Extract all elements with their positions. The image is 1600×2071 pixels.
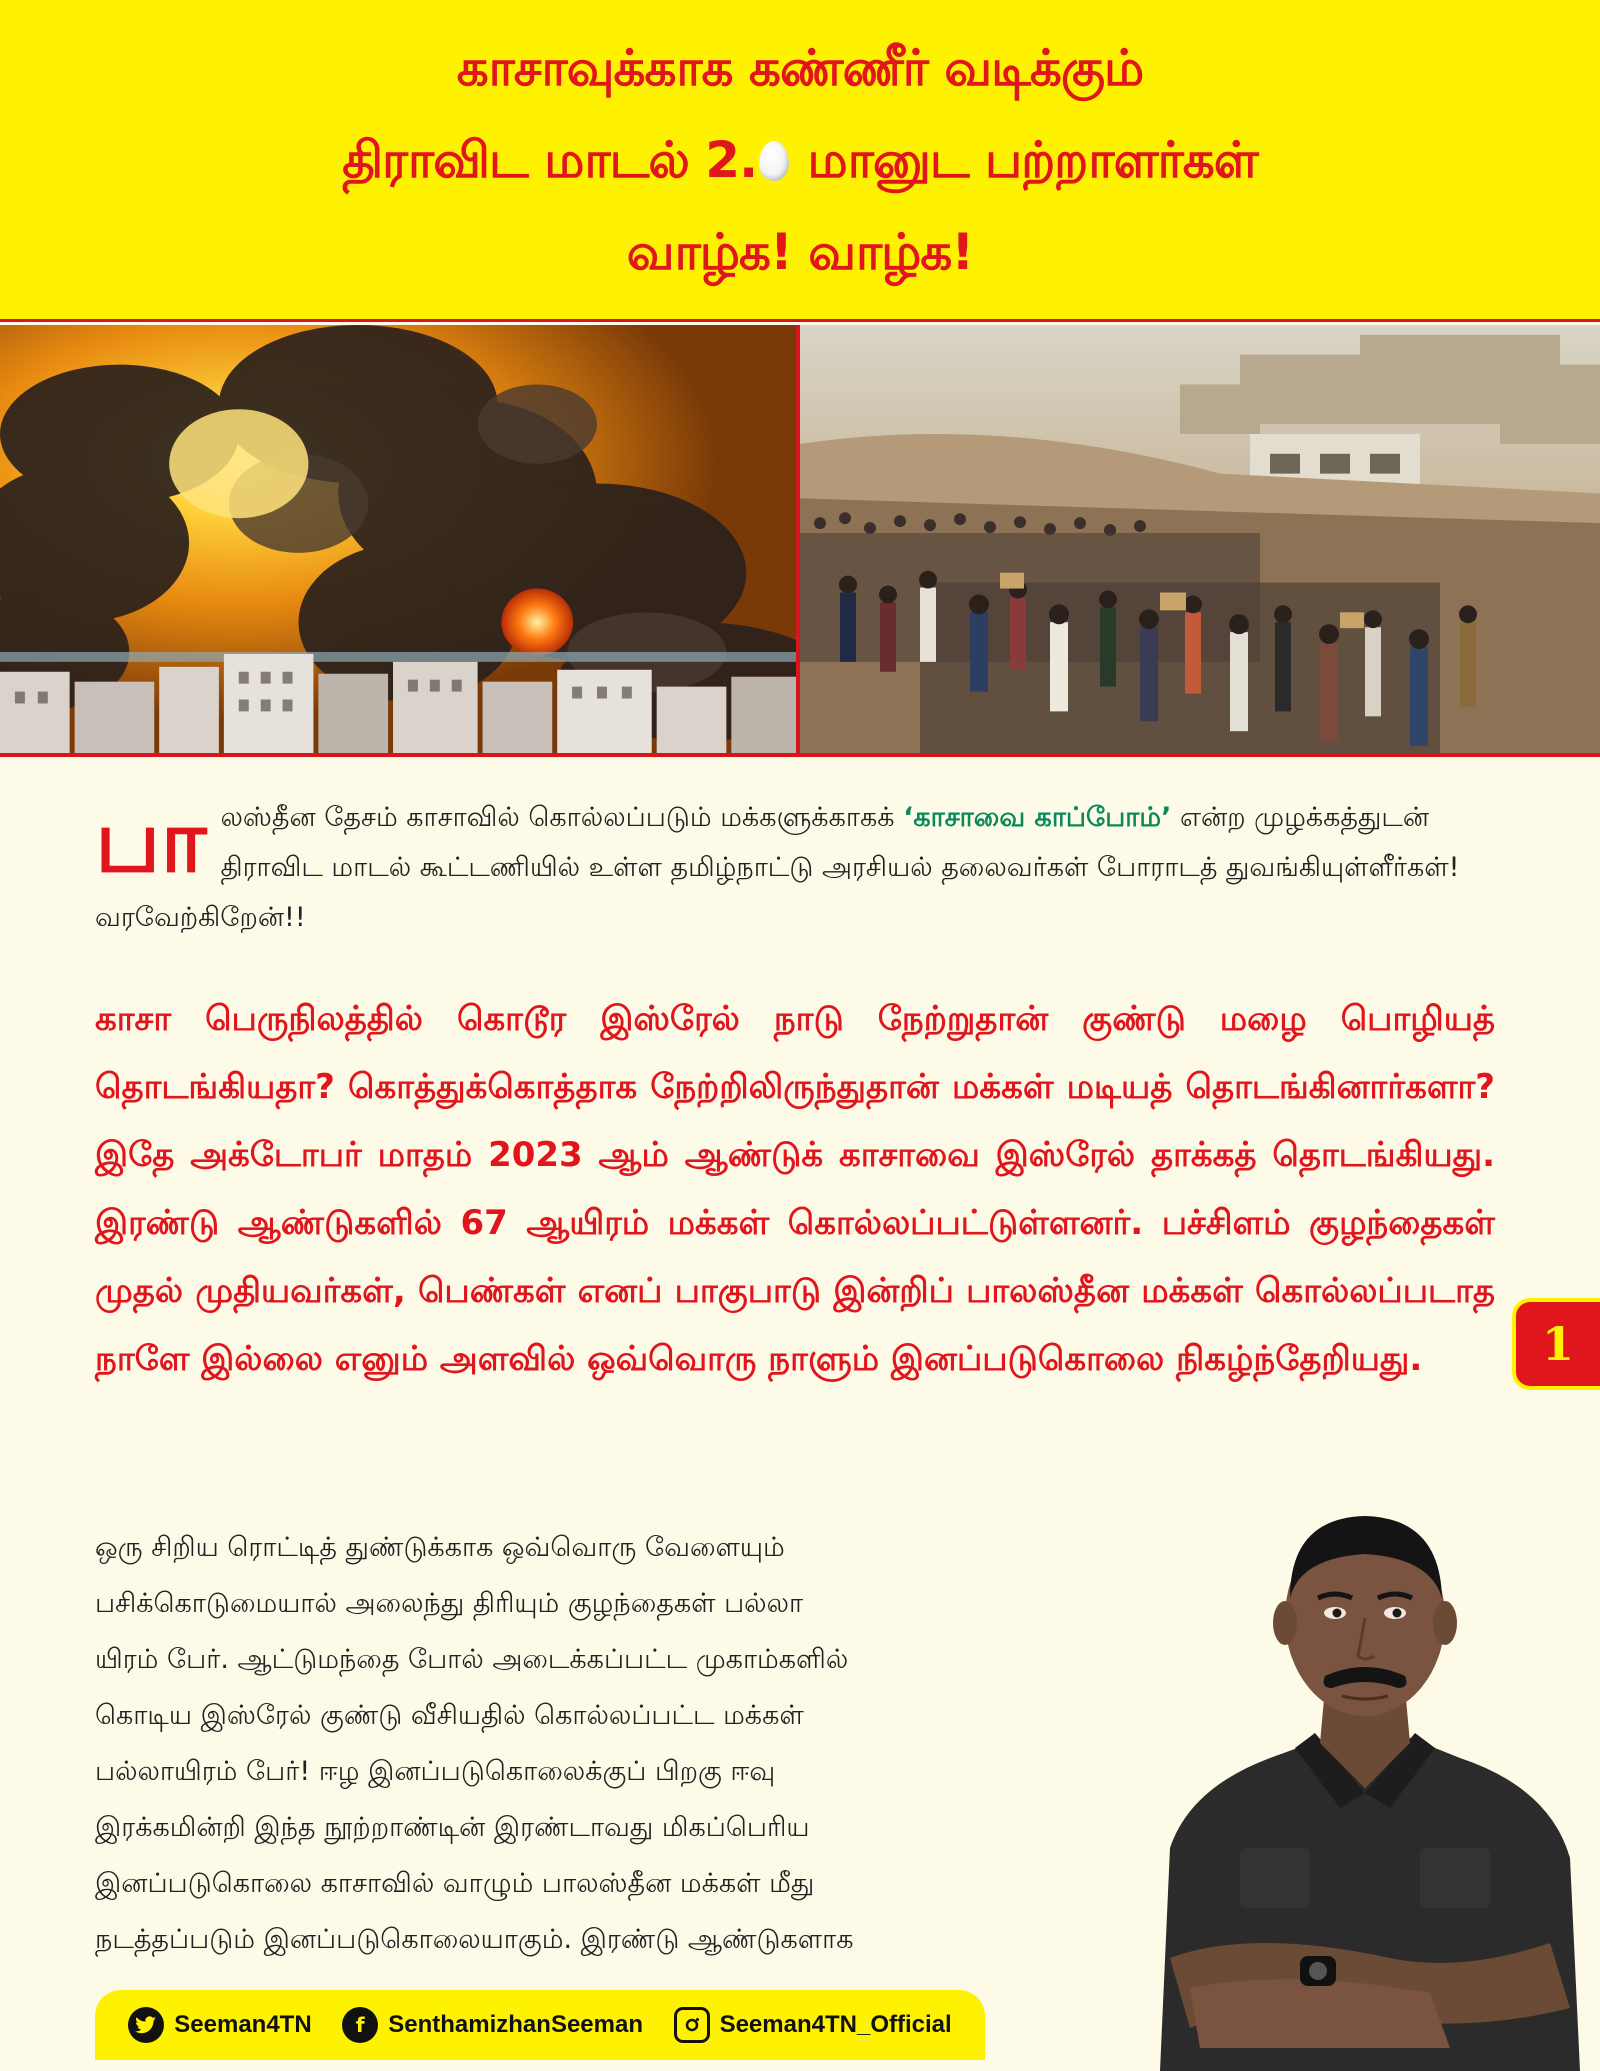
twitter-link[interactable] xyxy=(128,2007,311,2043)
headline-line-2-end: மானுட பற்றாளர்கள் xyxy=(807,130,1258,189)
headline-line-3: வாழ்க! வாழ்க! xyxy=(626,222,974,281)
drop-cap: பா xyxy=(95,789,203,892)
social-bar xyxy=(95,1990,985,2060)
bombing-photo xyxy=(0,325,800,753)
headline-banner xyxy=(0,0,1600,322)
headline-line-2 xyxy=(342,114,1258,206)
twitter-icon xyxy=(128,2007,164,2043)
body-line: யிரம் பேர். ஆட்டுமந்தை போல் அடைக்கப்பட்ட முகாம்களில் xyxy=(95,1644,849,1675)
displaced-crowd-photo xyxy=(800,325,1600,753)
facebook-icon: f xyxy=(342,2007,378,2043)
body-line: இனப்படுகொலை காசாவில் வாழும் பாலஸ்தீன மக்கள் மீது xyxy=(95,1868,815,1899)
page-number-tab: 1 xyxy=(1512,1298,1600,1390)
intro-text-end: என்ற முழக்கத்துடன் திராவிட மாடல் கூட்டணியில் உள்ள தமிழ்நாட்டு அரசியல் தலைவர்கள் போராடத் துவங்கியுள்ளீர்கள்! வரவேற்கிறேன்!! xyxy=(95,802,1460,933)
instagram-handle: Seeman4TN_Official xyxy=(719,2011,952,2038)
photo-strip xyxy=(0,325,1600,757)
body-line: ஒரு சிறிய ரொட்டித் துண்டுக்காக ஒவ்வொரு வேளையும் xyxy=(95,1532,785,1563)
instagram-icon xyxy=(674,2007,710,2043)
egg-icon xyxy=(759,141,789,181)
headline-line-1: காசாவுக்காக கண்ணீர் வடிக்கும் xyxy=(456,38,1144,97)
headline-line-2-start: திராவிட மாடல் 2. xyxy=(342,130,758,189)
body-line: கொடிய இஸ்ரேல் குண்டு வீசியதில் கொல்லப்பட்ட மக்கள் xyxy=(95,1700,804,1731)
speaker-portrait xyxy=(1130,1488,1600,2071)
body-line: இரக்கமின்றி இந்த நூற்றாண்டின் இரண்டாவது மிகப்பெரிய xyxy=(95,1812,810,1843)
facebook-handle: SenthamizhanSeeman xyxy=(388,2011,643,2038)
body-line: பல்லாயிரம் பேர்! ஈழ இனப்படுகொலைக்குப் பிறகு ஈவு xyxy=(95,1756,776,1787)
instagram-link[interactable] xyxy=(674,2007,952,2043)
body-line: நடத்தப்படும் இனப்படுகொலையாகும். இரண்டு ஆண்டுகளாக xyxy=(95,1924,854,1955)
intro-text-start: லஸ்தீன தேசம் காசாவில் கொல்லப்படும் மக்களுக்காகக் xyxy=(220,802,904,833)
body-line: பசிக்கொடுமையால் அலைந்து திரியும் குழந்தைகள் பல்லா xyxy=(95,1588,804,1619)
slogan-highlight: ‘காசாவை காப்போம்’ xyxy=(903,802,1172,833)
facebook-link[interactable] xyxy=(342,2007,643,2043)
twitter-handle: Seeman4TN xyxy=(174,2011,312,2038)
body-paragraph xyxy=(95,1520,1115,1968)
intro-paragraph xyxy=(95,789,1525,943)
highlight-paragraph: காசா பெருநிலத்தில் கொடூர இஸ்ரேல் நாடு நேற்றுதான் குண்டு மழை பொழியத் தொடங்கியதா? கொத்துக்கொத்தாக நேற்றிலிருந்துதான் மக்கள் மடியத் தொடங்கினார்களா? இதே அக்டோபர் மாதம் 2023 ஆம் ஆண்டுக் காசாவை இஸ்ரேல் தாக்கத் தொடங்கியது. இரண்டு ஆண்டுகளில் 67 ஆயிரம் மக்கள் கொல்லப்பட்டுள்ளனர். பச்சிளம் குழந்தைகள் முதல் முதியவர்கள், பெண்கள் எனப் பாகுபாடு இன்றிப் பாலஸ்தீன மக்கள் கொல்லப்படாத நாளே இல்லை எனும் அளவில் ஒவ்வொரு நாளும் இனப்படுகொலை நிகழ்ந்தேறியது. xyxy=(95,999,1495,1379)
